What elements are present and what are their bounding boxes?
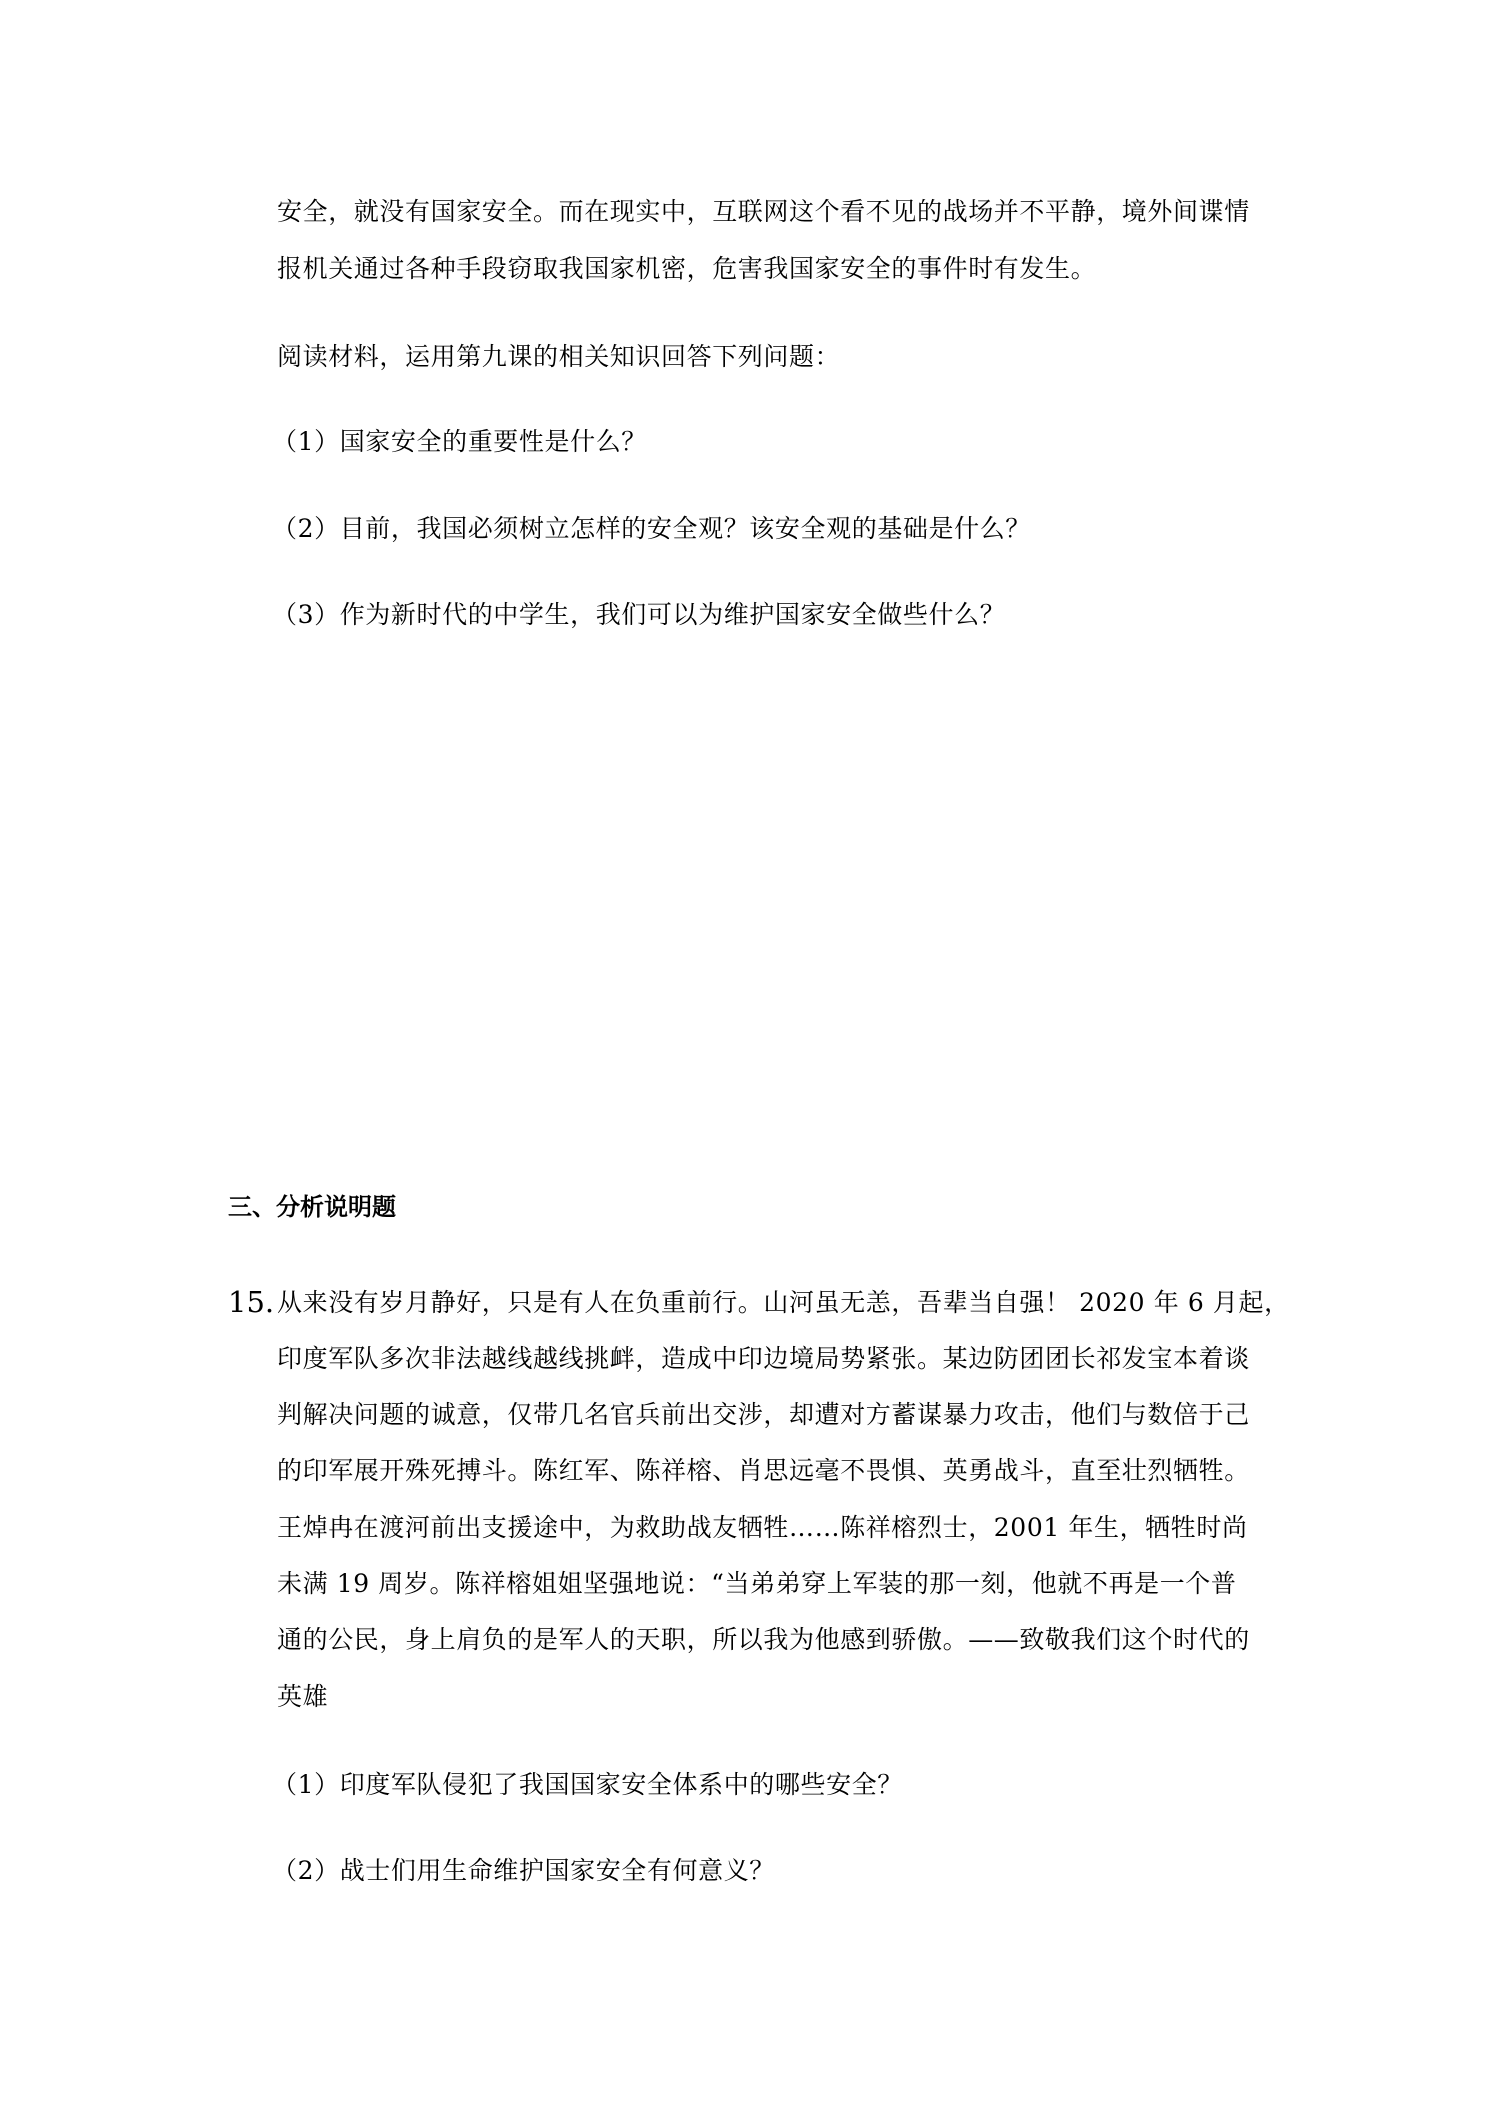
question-15-line: 印度军队多次非法越线越线挑衅，造成中印边境局势紧张。某边防团团长祁发宝本着谈 xyxy=(277,1344,1250,1373)
instruction-text: 阅读材料，运用第九课的相关知识回答下列问题： xyxy=(277,342,841,371)
question-15-line: 的印军展开殊死搏斗。陈红军、陈祥榕、肖思远毫不畏惧、英勇战斗，直至壮烈牺牲。 xyxy=(277,1456,1250,1485)
question-15-line: 从来没有岁月静好，只是有人在负重前行。山河虽无恙，吾辈当自强！ 2020 年 6 月起， xyxy=(277,1288,1290,1317)
passage-line: 报机关通过各种手段窃取我国家机密，危害我国家安全的事件时有发生。 xyxy=(277,254,1097,283)
question-15-line: 英雄 xyxy=(277,1682,329,1711)
section-heading: 三、分析说明题 xyxy=(228,1193,396,1221)
question-item: （2）目前，我国必须树立怎样的安全观？该安全观的基础是什么？ xyxy=(272,514,1031,543)
question-number: 15. xyxy=(228,1285,275,1319)
question-15-line: 未满 19 周岁。陈祥榕姐姐坚强地说：“当弟弟穿上军装的那一刻，他就不再是一个普 xyxy=(277,1569,1237,1598)
passage-line: 安全，就没有国家安全。而在现实中，互联网这个看不见的战场并不平静，境外间谍情 xyxy=(277,197,1250,226)
question-item: （1）国家安全的重要性是什么？ xyxy=(272,427,647,456)
question-item: （2）战士们用生命维护国家安全有何意义？ xyxy=(272,1856,775,1885)
question-15-line: 通的公民，身上肩负的是军人的天职，所以我为他感到骄傲。——致敬我们这个时代的 xyxy=(277,1625,1250,1654)
question-item: （1）印度军队侵犯了我国国家安全体系中的哪些安全？ xyxy=(272,1770,903,1799)
question-item: （3）作为新时代的中学生，我们可以为维护国家安全做些什么？ xyxy=(272,600,1006,629)
question-15-line: 王焯冉在渡河前出支援途中，为救助战友牺牲……陈祥榕烈士，2001 年生，牺牲时尚 xyxy=(277,1513,1248,1542)
question-15-line: 判解决问题的诚意，仅带几名官兵前出交涉，却遭对方蓄谋暴力攻击，他们与数倍于己 xyxy=(277,1400,1250,1429)
